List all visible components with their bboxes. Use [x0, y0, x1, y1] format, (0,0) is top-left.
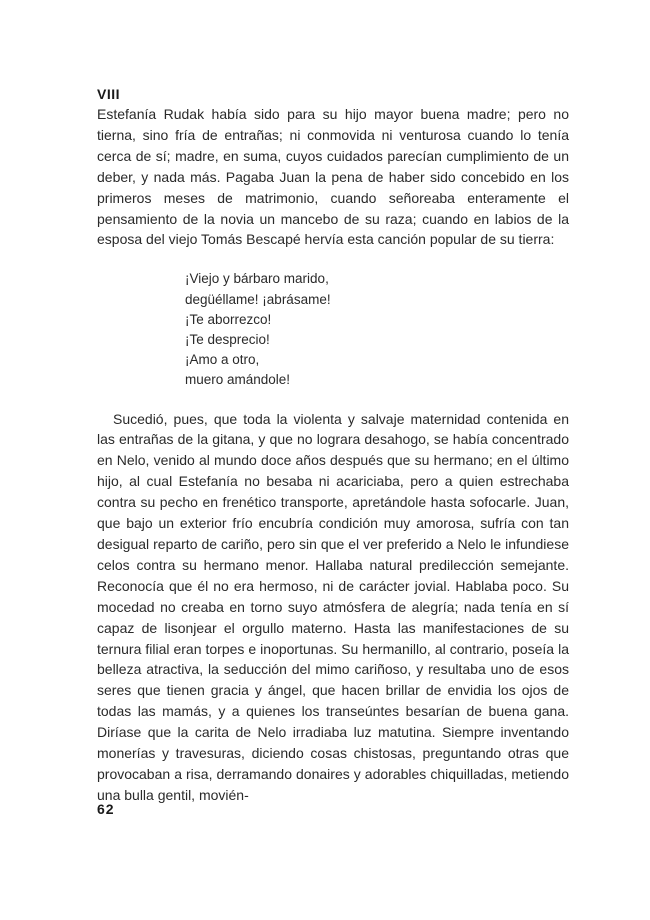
chapter-heading: VIII	[97, 86, 121, 102]
verse-line: ¡Amo a otro,	[185, 352, 260, 368]
verse-line: ¡Te desprecio!	[185, 331, 270, 347]
paragraph-1: Estefanía Rudak había sido para su hijo mayor buena madre; pero no tierna, sino fría de entrañas; ni conmovida ni venturosa cuando lo tenía cerca de sí; madre, en suma, cuyos cuidados parecían cumplimiento de un deber, y nada más. Pagaba Juan la pena de haber sido concebido en los primeros meses de matrimonio, cuando señoreaba enteramente el pensamiento de la novia un mancebo de su raza; cuando en labios de la esposa del viejo Tomás Bescapé hervía esta canción popular de su tierra:	[97, 106, 569, 248]
verse-line: ¡Te aborrezco!	[185, 311, 272, 327]
paragraph-2: Sucedió, pues, que toda la violenta y salvaje maternidad contenida en las entrañas de la gitana, y que no lograra desahogo, se había concentrado en Nelo, venido al mundo doce años después que su hermano; en el último hijo, al cual Estefanía no besaba ni acariciaba, pero a quien estrechaba contra su pecho en frenético transporte, apretándole hasta sofocarle. Juan, que bajo un exterior frío encubría condición muy amorosa, sufría con tan desigual reparto de cariño, pero sin que el ver preferido a Nelo le infundiese celos contra su hermano menor. Hallaba natural predilección semejante. Reconocía que él no era hermoso, ni de carácter jovial. Hablaba poco. Su mocedad no creaba en torno suyo atmósfera de alegría; nada tenía en sí capaz de lisonjear el orgullo materno. Hasta las manifestaciones de su ternura filial eran torpes e inoportunas. Su hermanillo, al contrario, poseía la belleza atractiva, la seducción del mimo cariñoso, y resultaba uno de esos seres que tienen gracia y ángel, que hacen brillar de envidia los ojos de todas las mamás, y a quienes los transeúntes besarían de buena gana. Diríase que la carita de Nelo irradiaba luz matutina. Siempre inventando monerías y travesuras, diciendo cosas chistosas, preguntando otras que provocaban a risa, derramando donaires y adorables chiquilladas, metiendo una bulla gentil, movién-	[97, 410, 569, 803]
page-body	[97, 84, 569, 806]
verse-line: muero amándole!	[185, 372, 291, 388]
verse-block	[185, 269, 569, 390]
verse-line: ¡Viejo y bárbaro marido,	[185, 271, 329, 287]
page-number: 62	[97, 801, 115, 817]
verse-line: degüéllame! ¡abrásame!	[185, 291, 331, 307]
